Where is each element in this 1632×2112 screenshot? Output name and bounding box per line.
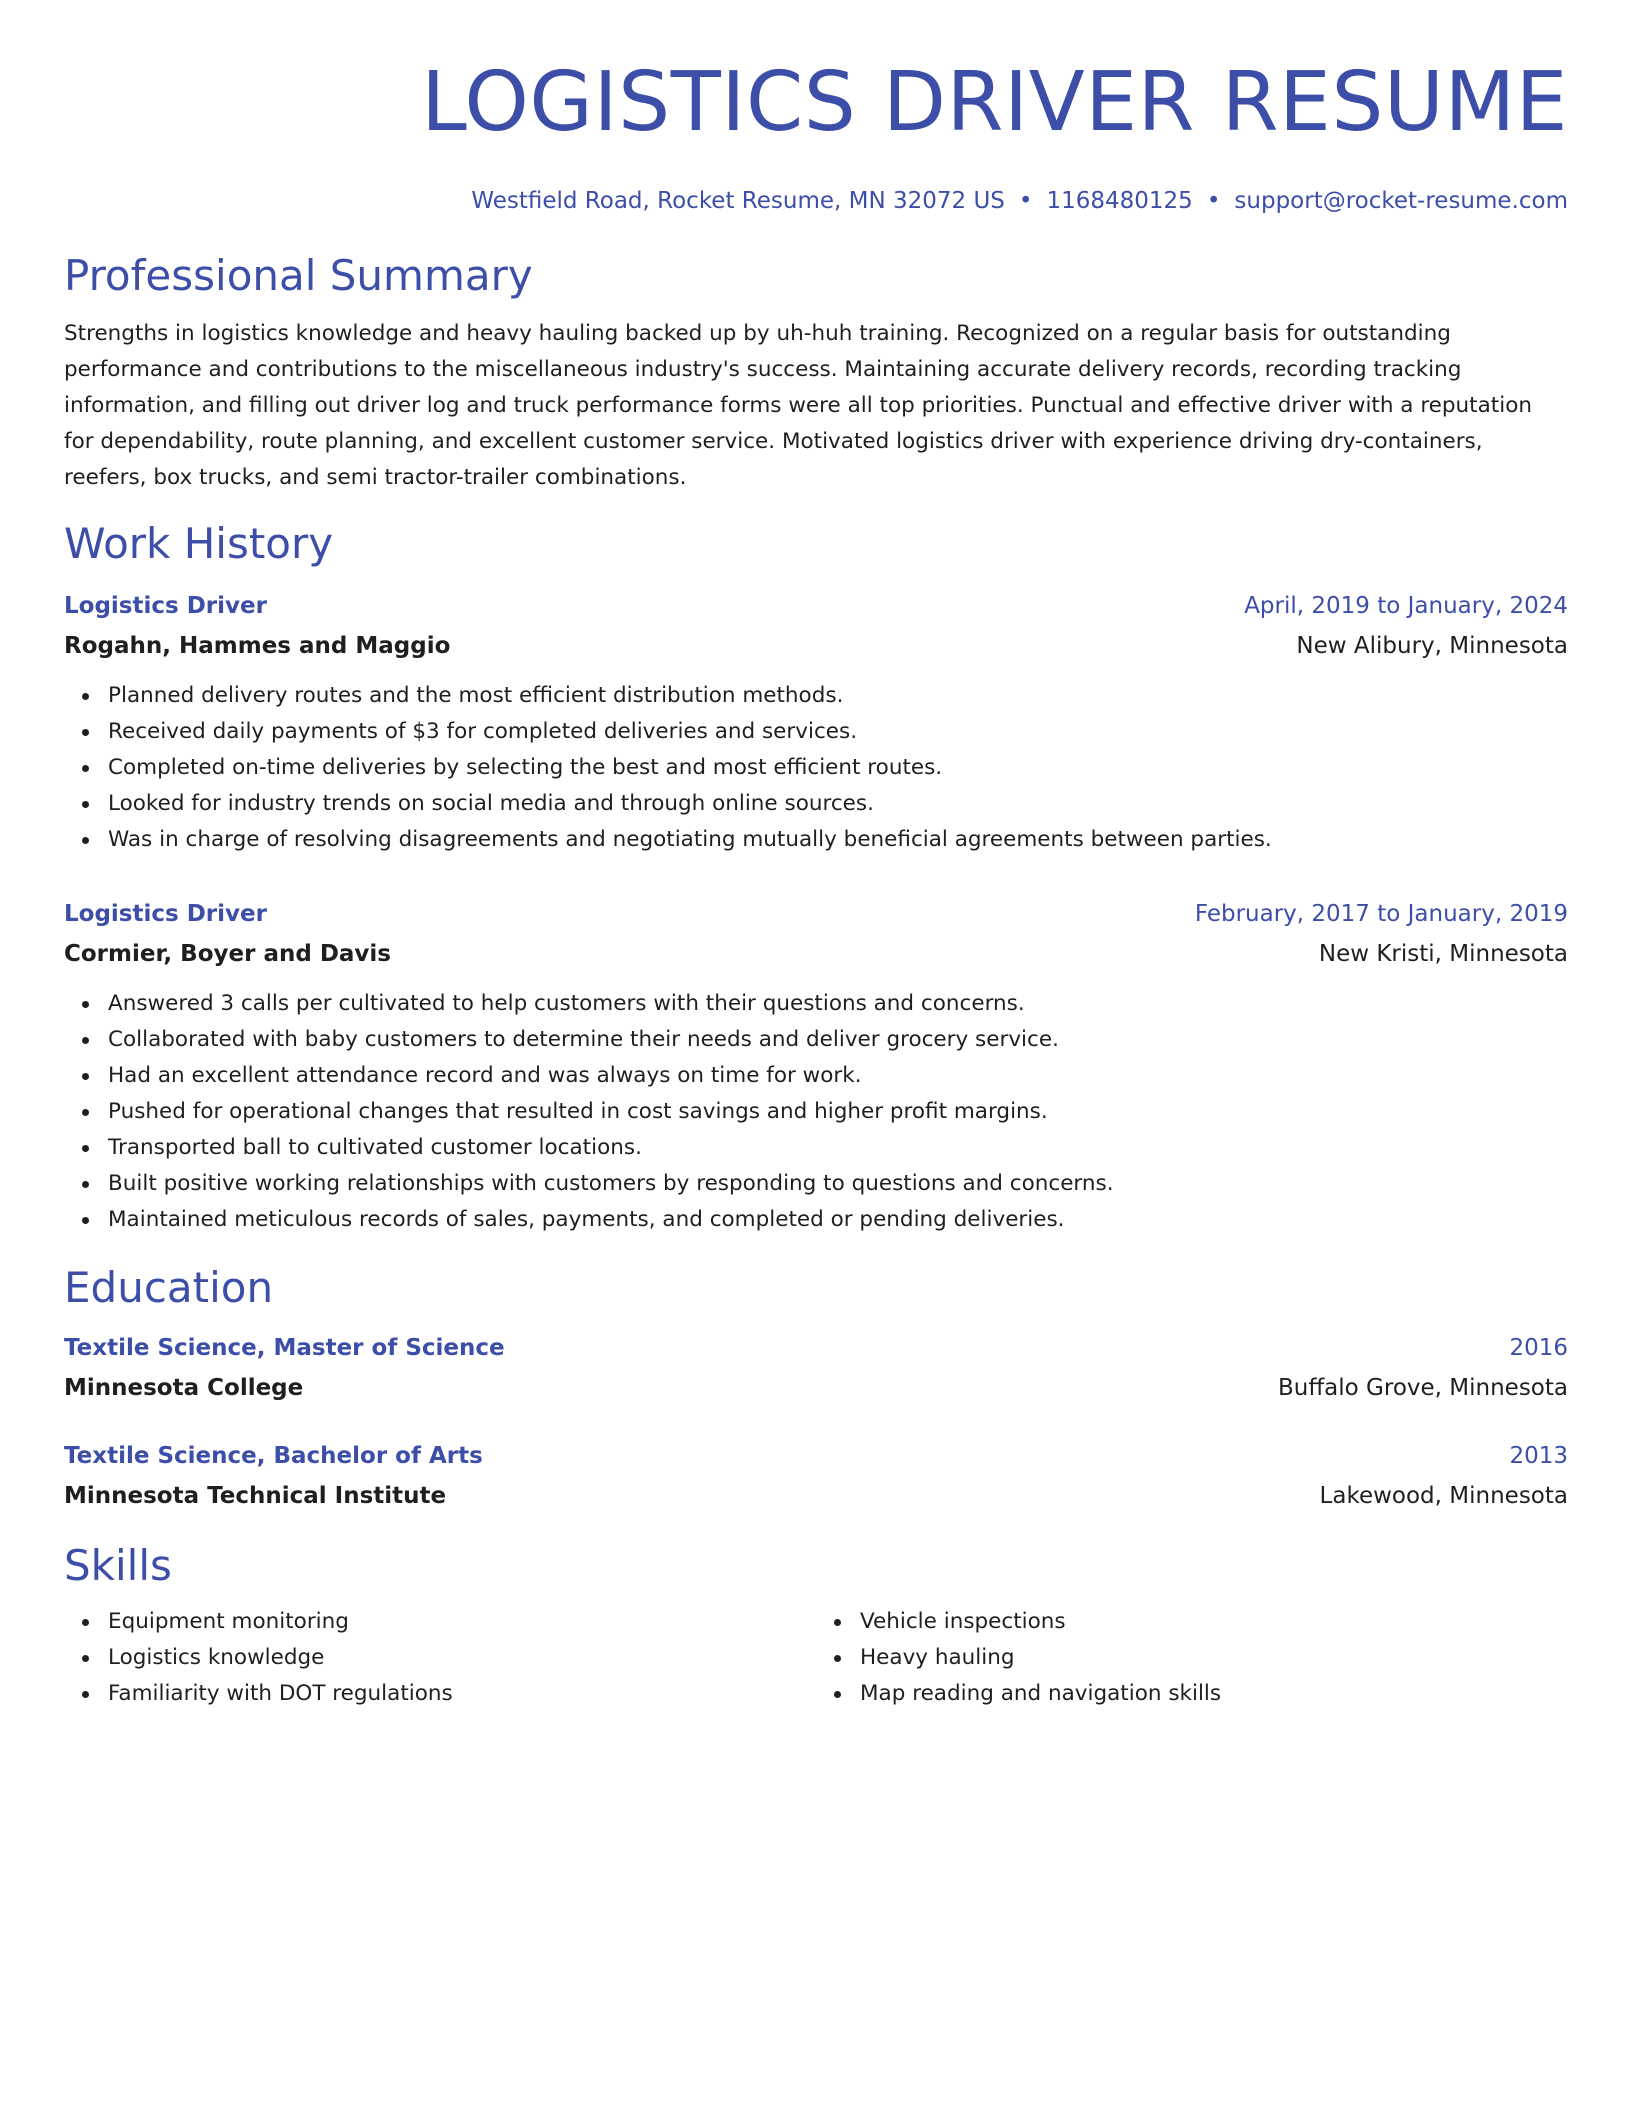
education-location: Lakewood, Minnesota [1319, 1483, 1568, 1509]
contact-email: support@rocket-resume.com [1234, 188, 1568, 214]
job-entry [64, 894, 1568, 1238]
job-dates: April, 2019 to January, 2024 [1244, 593, 1568, 619]
job-bullet-list [64, 986, 1568, 1238]
education-school: Minnesota College [64, 1375, 304, 1401]
job-bullet: Transported ball to cultivated customer locations. [108, 1130, 1568, 1166]
skill-item: Heavy hauling [860, 1640, 1568, 1676]
contact-phone: 1168480125 [1046, 188, 1193, 214]
education-year: 2016 [1509, 1335, 1568, 1361]
education-entry [64, 1328, 1568, 1408]
education-year: 2013 [1509, 1443, 1568, 1469]
summary-text: Strengths in logistics knowledge and heavy hauling backed up by uh-huh training. Recognized on a regular basis for outstanding performance and contributions to the miscellaneous industry's success. Maintaining accurate delivery records, recording tracking information, and filling out driver log and truck performance forms were all top priorities. Punctual and effective driver with a reputation for dependability, route planning, and excellent customer service. Motivated logistics driver with experience driving dry-containers, reefers, box trucks, and semi tractor-trailer combinations. [64, 321, 1532, 490]
job-company: Cormier, Boyer and Davis [64, 941, 391, 967]
job-bullet: Was in charge of resolving disagreements and negotiating mutually beneficial agreements between parties. [108, 822, 1568, 858]
job-company-row [64, 626, 1568, 666]
job-bullet: Built positive working relationships with customers by responding to questions and concerns. [108, 1166, 1568, 1202]
skill-item: Equipment monitoring [108, 1604, 816, 1640]
skills-list-left [64, 1604, 816, 1712]
work-history-heading: Work History [64, 519, 334, 568]
skills-list-right [816, 1604, 1568, 1712]
contact-separator: • [1018, 188, 1033, 214]
summary-heading: Professional Summary [64, 251, 533, 300]
education-location: Buffalo Grove, Minnesota [1277, 1375, 1568, 1401]
education-header-row [64, 1328, 1568, 1368]
contact-line [64, 184, 1568, 218]
job-bullet-list [64, 678, 1568, 858]
job-company: Rogahn, Hammes and Maggio [64, 633, 451, 659]
skills-heading: Skills [64, 1541, 172, 1590]
skills-columns [64, 1604, 1568, 1712]
job-bullet: Had an excellent attendance record and was always on time for work. [108, 1058, 1568, 1094]
contact-address: Westfield Road, Rocket Resume, MN 32072 US [471, 188, 1005, 214]
job-title: Logistics Driver [64, 901, 267, 927]
education-entry [64, 1436, 1568, 1516]
job-header-row [64, 894, 1568, 934]
education-header-row [64, 1436, 1568, 1476]
job-header-row [64, 586, 1568, 626]
education-degree: Textile Science, Bachelor of Arts [64, 1443, 483, 1469]
job-location: New Kristi, Minnesota [1318, 941, 1568, 967]
job-bullet: Looked for industry trends on social media and through online sources. [108, 786, 1568, 822]
job-bullet: Received daily payments of $3 for completed deliveries and services. [108, 714, 1568, 750]
job-bullet: Completed on-time deliveries by selecting the best and most efficient routes. [108, 750, 1568, 786]
job-entry [64, 586, 1568, 858]
education-school-row [64, 1368, 1568, 1408]
skill-item: Familiarity with DOT regulations [108, 1676, 816, 1712]
job-company-row [64, 934, 1568, 974]
skill-item: Map reading and navigation skills [860, 1676, 1568, 1712]
job-dates: February, 2017 to January, 2019 [1194, 901, 1568, 927]
skill-item: Logistics knowledge [108, 1640, 816, 1676]
resume-title: LOGISTICS DRIVER RESUME [421, 55, 1568, 150]
skill-item: Vehicle inspections [860, 1604, 1568, 1640]
job-bullet: Pushed for operational changes that resulted in cost savings and higher profit margins. [108, 1094, 1568, 1130]
job-location: New Alibury, Minnesota [1296, 633, 1568, 659]
job-bullet: Maintained meticulous records of sales, payments, and completed or pending deliveries. [108, 1202, 1568, 1238]
job-bullet: Answered 3 calls per cultivated to help customers with their questions and concerns. [108, 986, 1568, 1022]
education-degree: Textile Science, Master of Science [64, 1335, 505, 1361]
job-bullet: Collaborated with baby customers to determine their needs and deliver grocery service. [108, 1022, 1568, 1058]
job-bullet: Planned delivery routes and the most efficient distribution methods. [108, 678, 1568, 714]
education-heading: Education [64, 1263, 274, 1312]
contact-separator: • [1206, 188, 1221, 214]
job-title: Logistics Driver [64, 593, 267, 619]
education-school: Minnesota Technical Institute [64, 1483, 447, 1509]
education-school-row [64, 1476, 1568, 1516]
